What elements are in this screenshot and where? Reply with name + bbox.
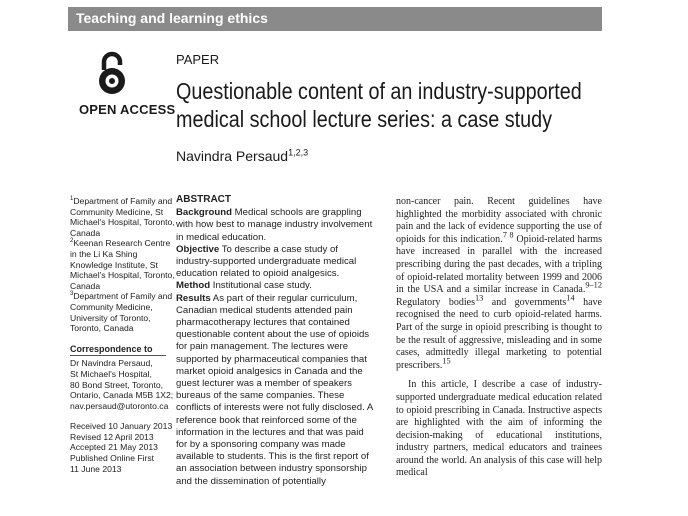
affiliation-2: $^2$Keenan Research Centre in the Li Ka Shing Knowledge Institute, St Michael's Hospital, Toronto, Canada [70,238,175,291]
correspondence-divider [70,355,166,356]
affiliation-3: $^3$Department of Family and Community Medicine, University of Toronto, Toronto, Canada [70,291,173,334]
title-line-1: Questionable content of an industry-supported [176,78,582,104]
abstract [176,194,376,488]
article-dates: Received 10 January 2013 Revised 12 April 2013 Accepted 21 May 2013 Published Online First 11 June 2013 [70,421,173,474]
correspondence-heading: Correspondence to [70,343,153,354]
correspondence-email[interactable]: nav.persaud@utoronto.ca [70,400,169,411]
article-title [176,77,582,133]
section-banner [68,7,602,31]
abstract-heading: ABSTRACT [176,194,231,205]
section-title: Teaching and learning ethics [76,10,268,26]
correspondence-address: Dr Navindra Persaud, St Michael's Hospital, 80 Bond Street, Toronto, Ontario, Canada M5B 1X2; nav.persaud@utoronto.ca [70,358,176,411]
author-line [176,148,308,164]
abstract-background: Background Medical schools are grappling with how best to manage industry involvement in medical education. [176,207,373,243]
affiliation-1: $^1$Department of Family and Community Medicine, St Michael's Hospital, Toronto, Canada [70,196,175,238]
author-affiliation-marks: 1,2,3 [288,147,309,158]
open-access-lock-icon [96,50,128,96]
body-paragraph-2: In this article, I describe a case of industry-supported undergraduate medical education related to opioid prescribing in Canada. Instructive aspects are highlighted with the aim of informing the decision-making of educational institutions, industry partners, medical educators and trainees around the world. An analysis of this case will help medical [396,379,602,479]
title-line-2: medical school lecture series: a case study [176,106,552,132]
body-text [396,196,602,480]
abstract-method: Method Institutional case study. [176,280,312,292]
abstract-objective: Objective To describe a case study of industry-supported undergraduate medical education related to opioid analgesics. [176,243,357,280]
author-name: Navindra Persaud [176,148,289,164]
open-access-label: OPEN ACCESS [79,102,176,117]
body-paragraph-1: non-cancer pain. Recent guidelines have highlighted the morbidity associated with chronic pain and the lack of evidence supporting the use of opioids for this indication.$^{7 8}$ Opioid-related harms have increased in parallel with the increased prescribing during the past decades, with a tripling of opioid-related mortality between 1999 and 2006 in the USA and a similar increase in Canada.$^{9-12}$ Regulatory bodies$^{13}$ and governments$^{14}$ have recognised the need to curb opioid-related harms. Part of the surge in opioid prescribing is thought to be the result of aggressive, misleading and in some cases, admittedly illegal marketing to potential prescribers.$^{15}$ [396,196,602,371]
sidebar [70,196,176,474]
abstract-results: Results As part of their regular curriculum, Canadian medical students attended pain pharmacotherapy lectures that contained questionable content about the use of opioids for pain management. The lectures were supported by pharmaceutical companies that market opioid analgesics in Canada and the guest lecturer was a member of speakers bureaus of the same companies. These conflicts of interests were not fully disclosed. A reference book that reinforced some of the information in the lectures and that was paid for by a sponsoring company was made available to students. This is the first report of an association between industry sponsorship and the dissemination of potentially [176,292,373,487]
article-type: PAPER [176,52,220,67]
